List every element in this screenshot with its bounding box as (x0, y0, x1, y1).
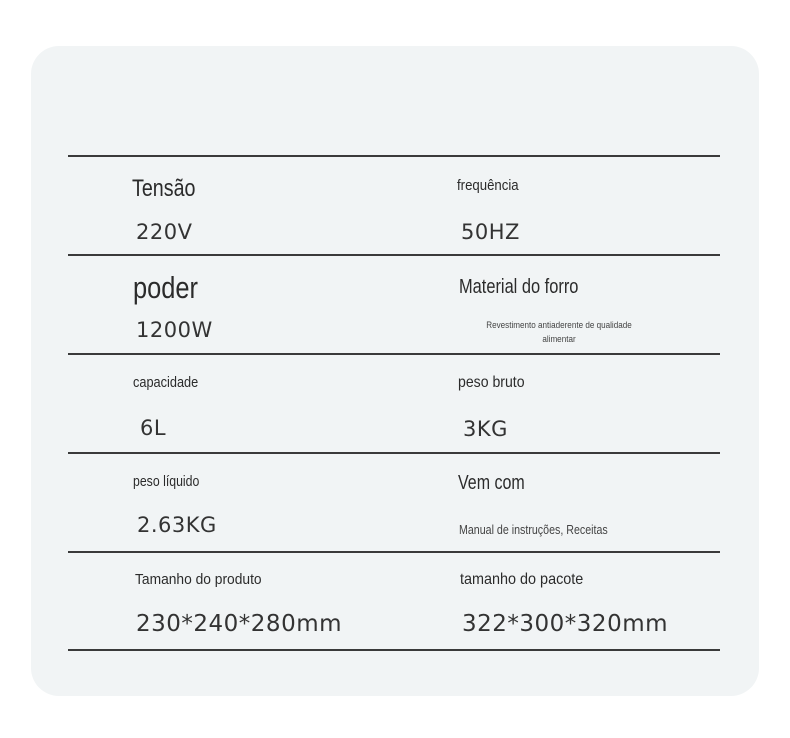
spec-cell-lining-material (457, 256, 720, 353)
spec-value-lining-material: Revestimento antiaderente de qualidade alimentar (486, 320, 632, 344)
spec-cell-gross-weight (457, 355, 720, 452)
spec-value-package-size: 322*300*320mm (462, 611, 669, 637)
spec-label-net-weight: peso líquido (133, 473, 200, 490)
spec-cell-included-items (457, 454, 720, 551)
spec-cell-capacity (132, 355, 432, 452)
spec-value-frequency: 50HZ (461, 220, 520, 244)
spec-label-voltage: Tensão (132, 175, 196, 202)
spec-value-capacity: 6L (140, 416, 167, 440)
spec-value-net-weight: 2.63KG (137, 513, 217, 537)
spec-value-power: 1200W (136, 318, 213, 342)
spec-label-power: poder (133, 270, 199, 305)
spec-cell-net-weight (132, 454, 432, 551)
spec-label-frequency: frequência (457, 177, 519, 194)
spec-value-gross-weight: 3KG (463, 417, 508, 441)
spec-label-included-items: Vem com (458, 472, 525, 494)
spec-row (68, 155, 720, 254)
spec-cell-voltage (132, 157, 432, 254)
spec-cell-frequency (457, 157, 720, 254)
spec-row (68, 551, 720, 651)
spec-label-package-size: tamanho do pacote (460, 571, 584, 588)
spec-label-lining-material: Material do forro (459, 276, 579, 298)
spec-cell-package-size (457, 553, 720, 649)
spec-value-product-size: 230*240*280mm (136, 611, 343, 637)
spec-label-capacity: capacidade (133, 374, 199, 391)
spec-value-included-items: Manual de instruções, Receitas (459, 522, 608, 537)
spec-row (68, 254, 720, 353)
spec-cell-power (132, 256, 432, 353)
spec-label-gross-weight: peso bruto (458, 374, 525, 391)
spec-label-product-size: Tamanho do produto (135, 571, 262, 588)
spec-table (68, 155, 720, 651)
spec-row (68, 353, 720, 452)
spec-value-voltage: 220V (136, 220, 193, 244)
spec-cell-product-size (132, 553, 432, 649)
spec-row (68, 452, 720, 551)
